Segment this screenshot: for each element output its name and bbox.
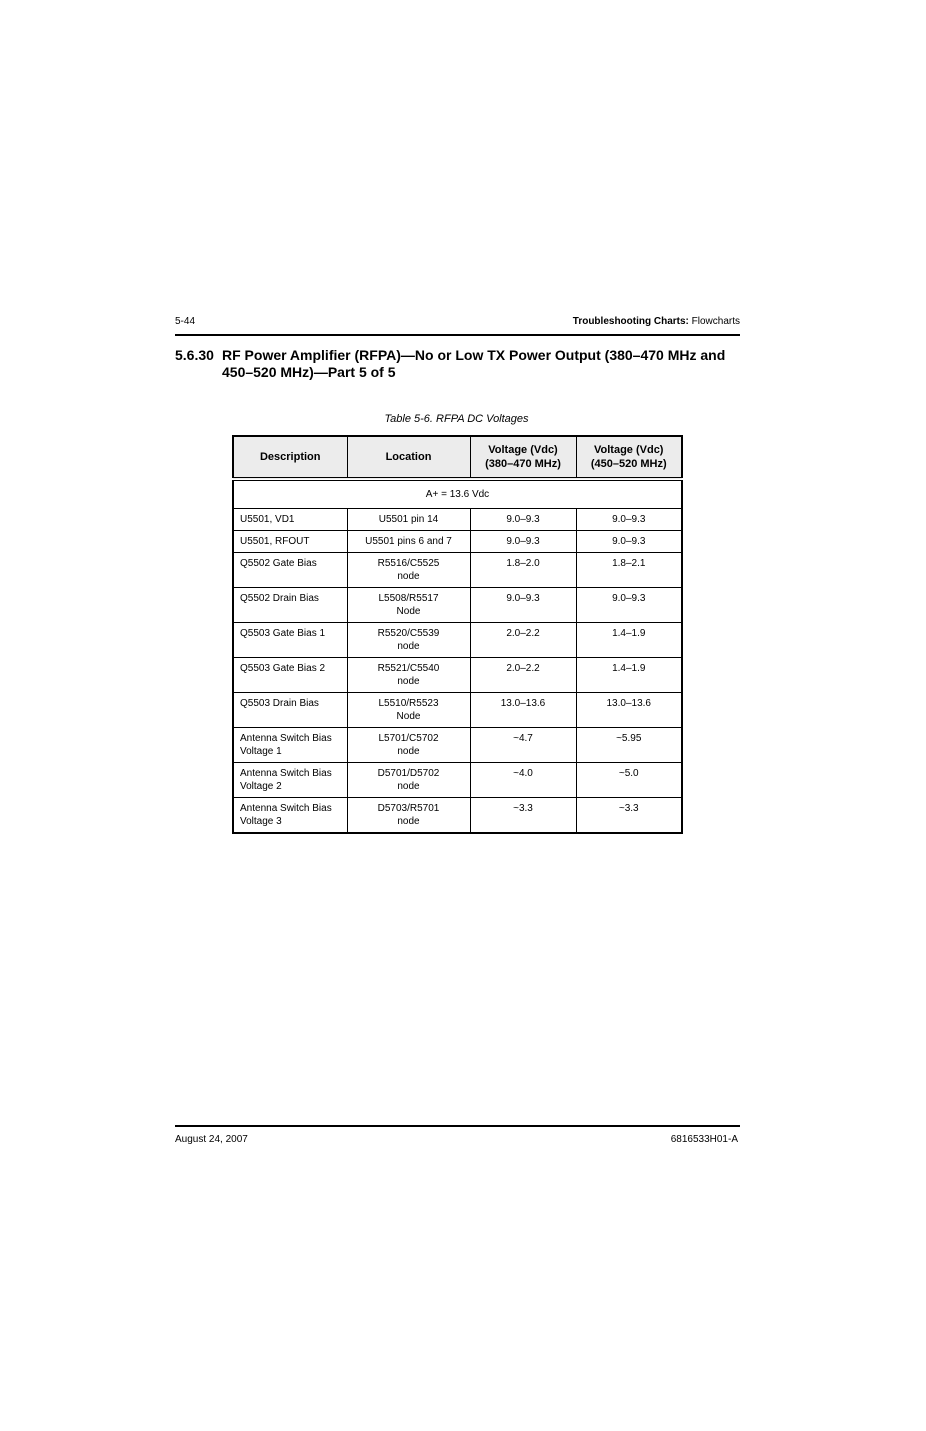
location-cell-text: R5516/C5525 — [377, 558, 440, 569]
voltage-380-470-cell-text: ~4.7 — [513, 733, 533, 744]
voltage-380-470-cell-text: 2.0–2.2 — [506, 628, 540, 639]
voltage-380-470-cell-text: 1.8–2.0 — [506, 558, 540, 569]
voltage-380-470-cell-text: 9.0–9.3 — [506, 514, 540, 525]
description-cell-text: Antenna Switch Bias — [240, 803, 332, 814]
location-cell-text: R5520/C5539 — [377, 628, 440, 639]
supply-voltage-row — [233, 479, 682, 509]
voltage-450-520-cell — [576, 798, 682, 834]
description-cell-text: Voltage 1 — [240, 746, 282, 757]
location-cell-text: L5508/R5517 — [378, 593, 439, 604]
voltage-450-520-cell-text: 1.4–1.9 — [612, 663, 646, 674]
table-row — [233, 553, 682, 588]
location-cell — [347, 763, 470, 798]
voltage-450-520-cell-text: 9.0–9.3 — [612, 536, 646, 547]
section-heading-text: RF Power Amplifier (RFPA)—No or Low TX Power Output (380–470 MHz and 450–520 MHz)—Part 5 of 5 — [222, 347, 726, 380]
voltage-380-470-cell — [470, 658, 576, 693]
section-name-bold: Troubleshooting Charts: — [572, 316, 689, 327]
description-cell-text: U5501, RFOUT — [240, 536, 310, 547]
location-cell — [347, 531, 470, 553]
voltage-380-470-cell — [470, 623, 576, 658]
voltage-380-470-cell-text: 2.0–2.2 — [506, 663, 540, 674]
description-cell — [233, 658, 347, 693]
voltage-380-470-cell — [470, 553, 576, 588]
location-cell-text: node — [397, 641, 420, 652]
section-name — [573, 316, 740, 327]
location-cell — [347, 509, 470, 531]
column-header-line: Voltage (Vdc) — [488, 444, 558, 456]
voltage-380-470-cell-text: ~4.0 — [513, 768, 533, 779]
voltage-380-470-cell — [470, 798, 576, 834]
table-row — [233, 623, 682, 658]
voltage-380-470-cell-text: ~3.3 — [513, 803, 533, 814]
footer-date: August 24, 2007 — [175, 1134, 248, 1145]
description-cell — [233, 798, 347, 834]
voltage-450-520-cell-text: ~3.3 — [618, 803, 639, 814]
description-cell — [233, 588, 347, 623]
voltage-450-520-cell — [576, 509, 682, 531]
column-header-description: Description — [233, 436, 347, 479]
voltage-450-520-cell — [576, 588, 682, 623]
table-row — [233, 693, 682, 728]
description-cell — [233, 509, 347, 531]
voltage-380-470-cell-text: 9.0–9.3 — [506, 593, 540, 604]
description-cell-text: Voltage 2 — [240, 781, 282, 792]
description-cell — [233, 531, 347, 553]
location-cell-text: D5701/D5702 — [377, 768, 440, 779]
description-cell-text: Q5502 Gate Bias — [240, 558, 317, 569]
location-cell — [347, 693, 470, 728]
voltage-450-520-cell-text: 1.8–2.1 — [612, 558, 646, 569]
location-cell — [347, 798, 470, 834]
voltage-450-520-cell — [576, 763, 682, 798]
table-row — [233, 509, 682, 531]
description-cell-text: Voltage 3 — [240, 816, 282, 827]
table-row — [233, 763, 682, 798]
section-name-rest: Flowcharts — [688, 316, 740, 327]
location-cell — [347, 658, 470, 693]
table-row — [233, 531, 682, 553]
table-row — [233, 658, 682, 693]
location-cell-text: node — [397, 571, 420, 582]
voltage-450-520-cell-text: ~5.95 — [616, 733, 642, 744]
location-cell-text: D5703/R5701 — [377, 803, 440, 814]
table-row — [233, 798, 682, 834]
location-cell — [347, 553, 470, 588]
column-header-voltage-380-470 — [470, 436, 576, 479]
column-header-voltage-450-520 — [576, 436, 682, 479]
voltage-450-520-cell — [576, 693, 682, 728]
table-row — [233, 588, 682, 623]
location-cell-text: Node — [396, 606, 421, 617]
voltage-450-520-cell-text: 9.0–9.3 — [612, 593, 646, 604]
description-cell — [233, 553, 347, 588]
location-cell-text: U5501 pin 14 — [378, 514, 439, 525]
voltage-380-470-cell — [470, 509, 576, 531]
voltage-380-470-cell — [470, 693, 576, 728]
description-cell-text: Q5503 Gate Bias 1 — [240, 628, 326, 639]
description-cell-text: Q5503 Drain Bias — [240, 698, 319, 709]
location-cell-text: node — [397, 781, 420, 792]
column-header-location: Location — [347, 436, 470, 479]
location-cell — [347, 728, 470, 763]
section-heading-number: 5.6.30 — [175, 347, 214, 363]
table-header-row — [233, 436, 682, 479]
location-cell — [347, 588, 470, 623]
description-cell-text: Antenna Switch Bias — [240, 768, 332, 779]
voltage-450-520-cell-text: ~5.0 — [618, 768, 639, 779]
location-cell-text: L5510/R5523 — [378, 698, 439, 709]
location-cell-text: R5521/C5540 — [377, 663, 440, 674]
description-cell — [233, 763, 347, 798]
page-number: 5-44 — [175, 316, 196, 327]
column-header-line: (380–470 MHz) — [485, 458, 561, 470]
voltage-450-520-cell — [576, 728, 682, 763]
rfpa-dc-voltages-table — [232, 435, 683, 834]
voltage-380-470-cell — [470, 763, 576, 798]
description-cell — [233, 693, 347, 728]
voltage-450-520-cell — [576, 553, 682, 588]
supply-voltage-cell: A+ = 13.6 Vdc — [233, 479, 682, 509]
description-cell-text: U5501, VD1 — [240, 514, 295, 525]
description-cell-text: Q5503 Gate Bias 2 — [240, 663, 326, 674]
footer-rule — [175, 1125, 740, 1127]
table-row — [233, 728, 682, 763]
location-cell-text: node — [397, 816, 420, 827]
voltage-380-470-cell — [470, 531, 576, 553]
description-cell — [233, 728, 347, 763]
voltage-380-470-cell — [470, 588, 576, 623]
location-cell-text: node — [397, 676, 420, 687]
description-cell-text: Q5502 Drain Bias — [240, 593, 319, 604]
voltage-380-470-cell-text: 9.0–9.3 — [506, 536, 540, 547]
location-cell-text: Node — [396, 711, 421, 722]
voltage-450-520-cell — [576, 658, 682, 693]
location-cell — [347, 623, 470, 658]
column-header-line: Voltage (Vdc) — [594, 444, 664, 456]
voltage-450-520-cell — [576, 623, 682, 658]
voltage-380-470-cell-text: 13.0–13.6 — [500, 698, 546, 709]
location-cell-text: U5501 pins 6 and 7 — [365, 536, 452, 547]
header-rule — [175, 334, 740, 336]
voltage-450-520-cell-text: 1.4–1.9 — [612, 628, 646, 639]
voltage-450-520-cell — [576, 531, 682, 553]
table-caption: Table 5-6. RFPA DC Voltages — [384, 413, 529, 425]
description-cell — [233, 623, 347, 658]
voltage-380-470-cell — [470, 728, 576, 763]
location-cell-text: node — [397, 746, 420, 757]
location-cell-text: L5701/C5702 — [378, 733, 439, 744]
description-cell-text: Antenna Switch Bias — [240, 733, 332, 744]
voltage-450-520-cell-text: 13.0–13.6 — [606, 698, 651, 709]
column-header-line: (450–520 MHz) — [590, 458, 667, 470]
voltage-450-520-cell-text: 9.0–9.3 — [612, 514, 646, 525]
footer-doc-number: 6816533H01-A — [670, 1134, 738, 1145]
